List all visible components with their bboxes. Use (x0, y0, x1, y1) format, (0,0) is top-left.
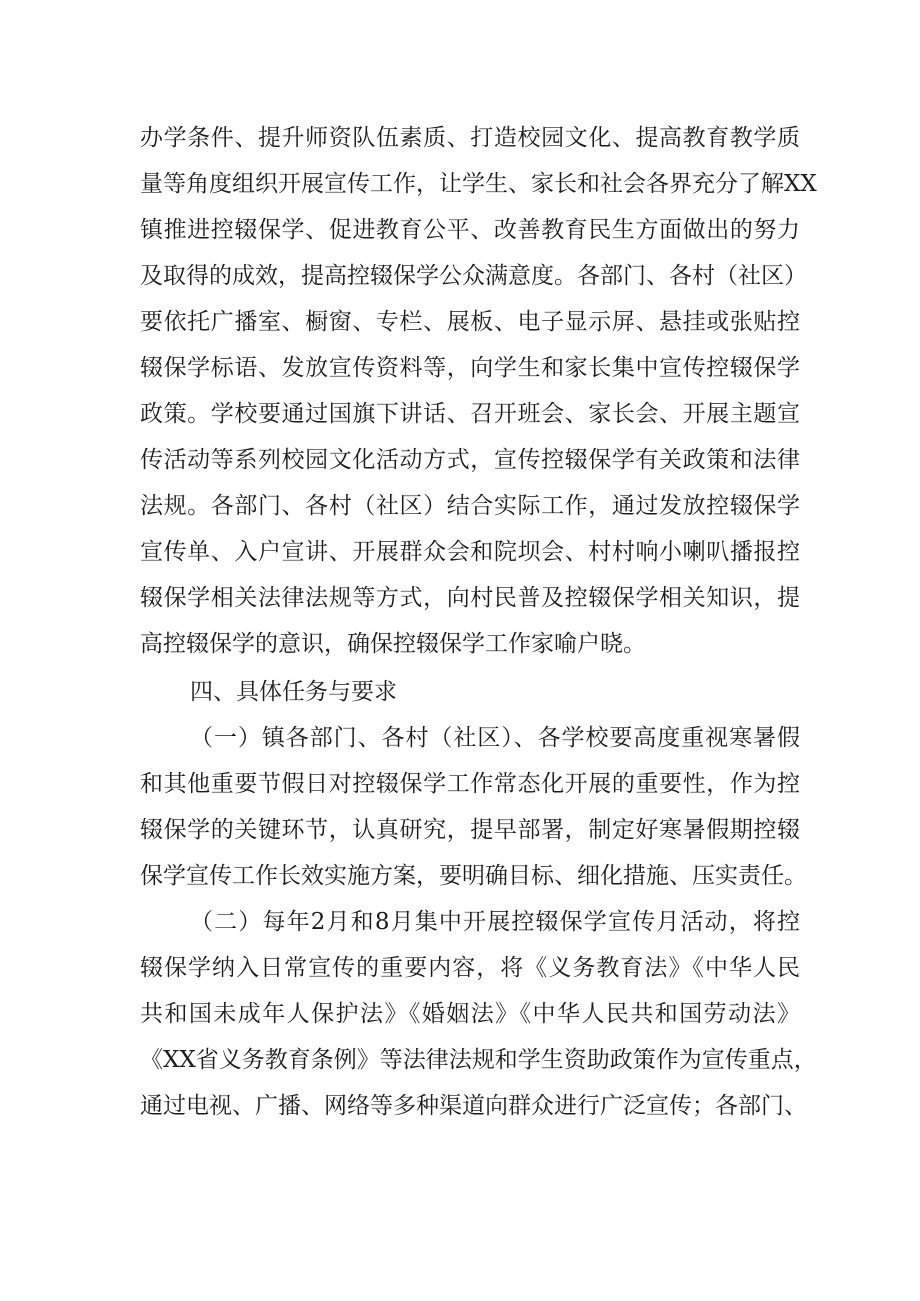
body-line-1: 办学条件、提升师资队伍素质、打造校园文化、提高教育教学质 (140, 125, 800, 151)
item-2-line-5: 通过电视、广播、网络等多种渠道向群众进行广泛宣传；各部门、 (140, 1093, 807, 1119)
item-2-line-4: 《XX省义务教育条例》等法律法规和学生资助政策作为宣传重点， (140, 1047, 817, 1073)
body-line-11: 辍保学相关法律法规等方式，向村民普及控辍保学相关知识，提 (140, 585, 800, 611)
body-line-2: 量等角度组织开展宣传工作，让学生、家长和社会各界充分了解XX (140, 171, 817, 197)
item-2-line-1: （二）每年2月和8月集中开展控辍保学宣传月活动，将控 (190, 909, 800, 935)
body-line-5: 要依托广播室、橱窗、专栏、展板、电子显示屏、悬挂或张贴控 (140, 309, 800, 335)
section-heading: 四、具体任务与要求 (190, 679, 397, 705)
body-line-12: 高控辍保学的意识，确保控辍保学工作家喻户晓。 (140, 631, 646, 657)
body-line-6: 辍保学标语、发放宣传资料等，向学生和家长集中宣传控辍保学 (140, 355, 800, 381)
body-line-7: 政策。学校要通过国旗下讲话、召开班会、家长会、开展主题宣 (140, 401, 800, 427)
body-line-3: 镇推进控辍保学、促进教育公平、改善教育民生方面做出的努力 (140, 217, 800, 243)
item-1-line-2: 和其他重要节假日对控辍保学工作常态化开展的重要性，作为控 (140, 771, 800, 797)
item-2-line-2: 辍保学纳入日常宣传的重要内容，将《义务教育法》《中华人民 (140, 955, 800, 981)
body-line-10: 宣传单、入户宣讲、开展群众会和院坝会、村村响小喇叭播报控 (140, 539, 800, 565)
item-1-line-1: （一）镇各部门、各村（社区）、各学校要高度重视寒暑假 (190, 725, 800, 751)
body-line-8: 传活动等系列校园文化活动方式，宣传控辍保学有关政策和法律 (140, 447, 800, 473)
item-1-line-4: 保学宣传工作长效实施方案，要明确目标、细化措施、压实责任。 (140, 863, 807, 889)
item-1-line-3: 辍保学的关键环节，认真研究，提早部署，制定好寒暑假期控辍 (140, 817, 800, 843)
item-2-line-3: 共和国未成年人保护法》《婚姻法》《中华人民共和国劳动法》 (140, 1001, 800, 1027)
body-line-4: 及取得的成效，提高控辍保学公众满意度。各部门、各村（社区） (140, 263, 807, 289)
body-line-9: 法规。各部门、各村（社区）结合实际工作，通过发放控辍保学 (140, 493, 800, 519)
